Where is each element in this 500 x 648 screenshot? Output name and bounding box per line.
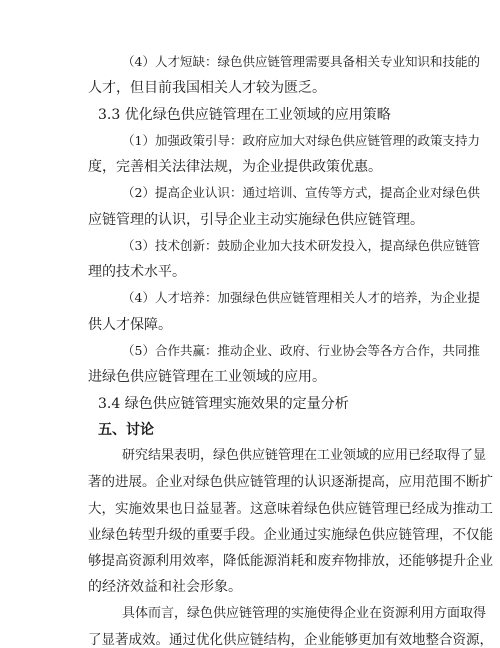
text-line: 够提高资源利用效率，降低能源消耗和废弃物排放，还能够提升企业	[88, 553, 493, 569]
text-line: 理的技术水平。	[88, 264, 186, 280]
text-line: 具体而言，绿色供应链管理的实施使得企业在资源利用方面取得	[122, 606, 487, 621]
text-line: 业绿色转型升级的重要手段。企业通过实施绿色供应链管理，不仅能	[88, 527, 493, 543]
text-line: 的经济效益和社会形象。	[88, 579, 242, 595]
text-line: （4）人才培养：加强绿色供应链管理相关人才的培养，为企业提	[122, 290, 480, 305]
section-heading: 3.4 绿色供应链管理实施效果的定量分析	[98, 396, 349, 412]
text-line: 研究结果表明，绿色供应链管理在工业领域的应用已经取得了显	[122, 448, 487, 463]
text-line: 人才，但目前我国相关人才较为匮乏。	[88, 80, 326, 96]
chapter-heading: 五、讨论	[98, 422, 154, 438]
text-line: 进绿色供应链管理在工业领域的应用。	[88, 369, 326, 385]
section-heading: 3.3 优化绿色供应链管理在工业领域的应用策略	[98, 107, 391, 123]
text-line: 大，实施效果也日益显著。这意味着绿色供应链管理已经成为推动工	[88, 501, 493, 517]
text-line: 度，完善相关法律法规，为企业提供政策优惠。	[88, 159, 382, 175]
text-line: （4）人才短缺：绿色供应链管理需要具备相关专业知识和技能的	[122, 54, 480, 69]
text-line: 著的进展。企业对绿色供应链管理的认识逐渐提高，应用范围不断扩	[88, 474, 493, 490]
text-line: （3）技术创新：鼓励企业加大技术研发投入，提高绿色供应链管	[122, 238, 480, 253]
text-line: 应链管理的认识，引导企业主动实施绿色供应链管理。	[88, 212, 424, 228]
text-line: （1）加强政策引导：政府应加大对绿色供应链管理的政策支持力	[122, 133, 480, 148]
text-line: 了显著成效。通过优化供应链结构，企业能够更加有效地整合资源，	[88, 632, 493, 648]
text-line: （2）提高企业认识：通过培训、宣传等方式，提高企业对绿色供	[122, 185, 480, 200]
text-line: （5）合作共赢：推动企业、政府、行业协会等各方合作，共同推	[122, 343, 480, 358]
text-line: 供人才保障。	[88, 317, 172, 333]
